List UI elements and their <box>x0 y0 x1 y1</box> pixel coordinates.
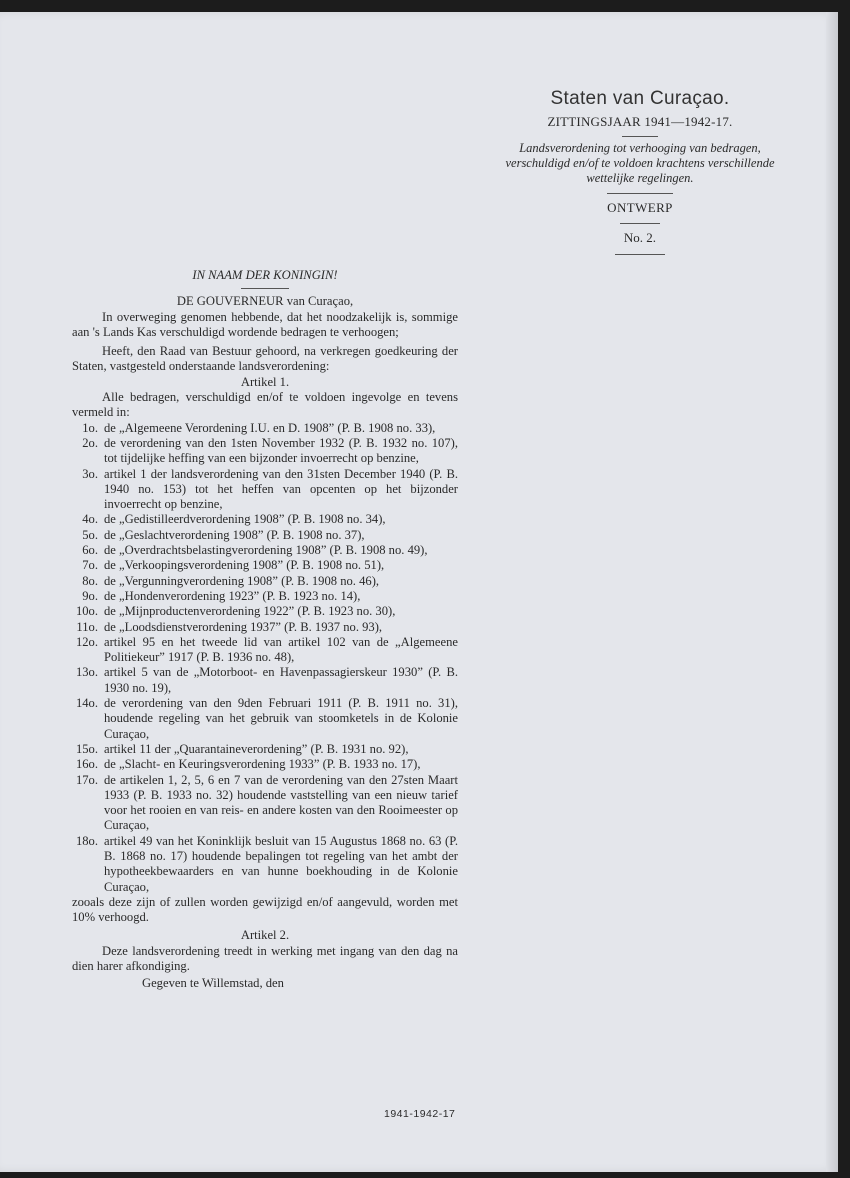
item-text: artikel 11 der „Quarantaineverordening” (P. B. 1931 no. 92), <box>104 741 409 756</box>
item-number: 15o. <box>75 741 98 756</box>
item-text: de „Mijnproductenverordening 1922” (P. B. 1923 no. 30), <box>104 604 396 619</box>
item-text: de „Loodsdienstverordening 1937” (P. B. 1937 no. 93), <box>104 619 383 634</box>
list-item <box>72 635 458 666</box>
item-text: de „Slacht- en Keuringsverordening 1933” (P. B. 1933 no. 17), <box>104 757 421 772</box>
footer-code: 1941-1942-17 <box>384 1108 456 1120</box>
page-edge <box>826 12 838 1172</box>
item-number: 7o. <box>82 558 98 573</box>
item-number: 9o. <box>82 588 98 603</box>
list-item <box>72 665 458 696</box>
list-item <box>72 558 458 573</box>
item-number: 11o. <box>76 619 98 634</box>
list-item <box>72 589 458 604</box>
item-text: artikel 49 van het Koninklijk besluit van 15 Augustus 1868 no. 63 (P. B. 1868 no. 17) houdende bepalingen tot regeling van het ambt der hypotheekbewaarders en van hunne boekhouding in de Kolonie Curaçao, <box>104 833 458 894</box>
article-1-heading: Artikel 1. <box>240 374 290 389</box>
enacting-paragraph: Heeft, den Raad van Bestuur gehoord, na verkregen goedkeuring der Staten, vastgesteld onderstaande landsverordening: <box>72 344 458 374</box>
item-number: 13o. <box>75 665 98 680</box>
item-number: 10o. <box>75 604 98 619</box>
list-item <box>72 604 458 619</box>
document-header <box>490 88 790 255</box>
item-number: 5o. <box>82 527 98 542</box>
list-item <box>72 757 458 772</box>
document-number: No. 2. <box>623 230 657 245</box>
item-text: de verordening van den 9den Februari 1911 (P. B. 1911 no. 31), houdende regeling van het gebruik van stoomketels in de Kolonie Curaçao, <box>104 696 458 741</box>
list-item <box>72 543 458 558</box>
draft-label: ONTWERP <box>607 200 673 215</box>
session-year: ZITTINGSJAAR 1941—1942-17. <box>547 114 733 129</box>
item-text: artikel 1 der landsverordening van den 31sten December 1940 (P. B. 1940 no. 153) tot het heffen van opcenten op het bijzonder invoerrecht op benzine, <box>104 466 458 512</box>
article-2-text: Deze landsverordening treedt in werking met ingang van den dag na dien harer afkondiging. <box>72 943 458 974</box>
item-text: de „Vergunningverordening 1908” (P. B. 1908 no. 46), <box>104 573 380 588</box>
item-number: 8o. <box>82 573 98 588</box>
item-text: de „Algemeene Verordening I.U. en D. 1908” (P. B. 1908 no. 33), <box>104 420 436 435</box>
list-item <box>72 574 458 589</box>
article-2-heading: Artikel 2. <box>240 928 290 943</box>
divider <box>607 193 673 194</box>
article-1-closing: zooals deze zijn of zullen worden gewijzigd en/of aangevuld, worden met 10% verhoogd. <box>72 894 458 925</box>
item-text: de „Hondenverordening 1923” (P. B. 1923 no. 14), <box>104 588 361 603</box>
regulation-list <box>72 421 458 895</box>
list-item <box>72 620 458 635</box>
divider <box>620 223 660 224</box>
list-item <box>72 467 458 513</box>
list-item <box>72 696 458 742</box>
list-item <box>72 742 458 757</box>
list-item <box>72 773 458 834</box>
item-text: de verordening van den 1sten November 1932 (P. B. 1932 no. 107), tot tijdelijke heffing van een bijzonder invoerrecht op benzine, <box>104 435 458 466</box>
item-number: 18o. <box>75 833 98 848</box>
item-text: de „Overdrachtsbelastingverordening 1908” (P. B. 1908 no. 49), <box>104 543 428 558</box>
item-text: artikel 95 en het tweede lid van artikel 102 van de „Algemeene Politiekeur” 1917 (P. B. 1936 no. 48), <box>104 634 458 665</box>
article-1-intro: Alle bedragen, verschuldigd en/of te voldoen ingevolge en tevens vermeld in: <box>72 390 458 420</box>
list-item <box>72 528 458 543</box>
item-text: artikel 5 van de „Motorboot- en Havenpassagierskeur 1930” (P. B. 1930 no. 19), <box>104 665 458 695</box>
item-text: de artikelen 1, 2, 5, 6 en 7 van de verordening van den 27sten Maart 1933 (P. B. 1933 no. 32) houdende vaststelling van een nieuw tarief voor het rooien en van reis- en andere kosten van den Rooimeester op Curaçao, <box>104 772 458 833</box>
list-item <box>72 834 458 895</box>
item-number: 6o. <box>82 543 98 558</box>
divider <box>241 288 289 289</box>
item-number: 4o. <box>82 512 98 527</box>
item-number: 16o. <box>75 757 98 772</box>
item-text: de „Gedistilleerdverordening 1908” (P. B. 1908 no. 34), <box>104 512 386 527</box>
governor-line: DE GOUVERNEUR van Curaçao, <box>176 294 354 309</box>
item-number: 17o. <box>75 772 98 787</box>
given-at-line: Gegeven te Willemstad, den <box>142 976 284 991</box>
item-number: 3o. <box>82 466 98 481</box>
divider <box>622 136 658 137</box>
document-title: Staten van Curaçao. <box>550 88 730 109</box>
list-item <box>72 436 458 467</box>
item-text: de „Verkoopingsverordening 1908” (P. B. 1908 no. 51), <box>104 558 385 573</box>
divider <box>615 254 665 255</box>
list-item <box>72 512 458 527</box>
item-text: de „Geslachtverordening 1908” (P. B. 1908 no. 37), <box>104 527 365 542</box>
ordinance-description: Landsverordening tot verhooging van bedragen, verschuldigd en/of te voldoen krachtens verschillende wettelijke regelingen. <box>505 141 775 185</box>
invocation: IN NAAM DER KONINGIN! <box>192 268 338 282</box>
list-item <box>72 421 458 436</box>
item-number: 12o. <box>75 634 98 649</box>
document-body <box>72 268 458 992</box>
considering-paragraph: In overweging genomen hebbende, dat het noodzakelijk is, sommige aan 's Lands Kas verschuldigd wordende bedragen te verhoogen; <box>72 309 458 339</box>
item-number: 14o. <box>75 696 98 711</box>
item-number: 1o. <box>82 420 98 435</box>
item-number: 2o. <box>82 435 98 450</box>
